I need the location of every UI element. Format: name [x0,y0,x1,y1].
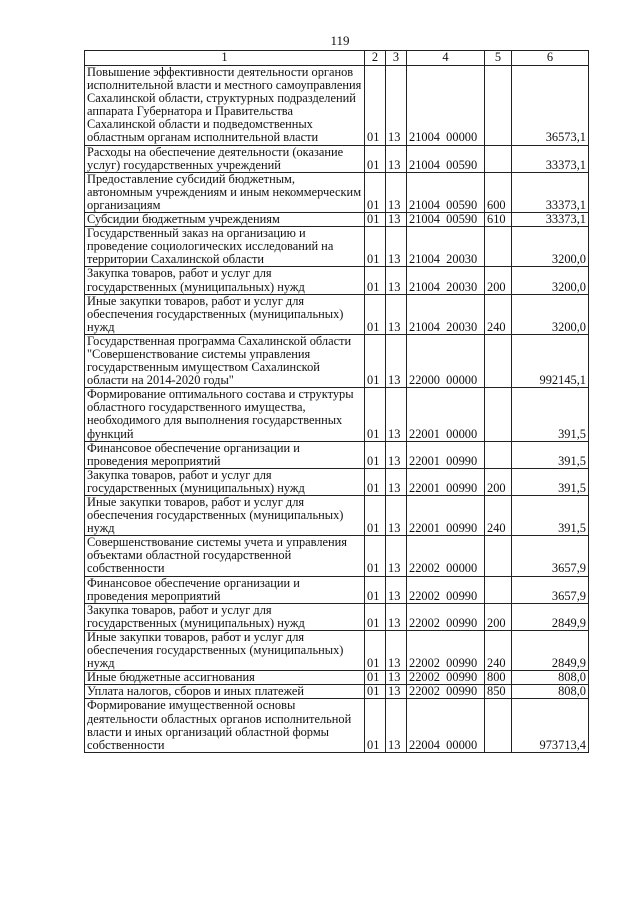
section-code-cell: 01 [365,671,386,685]
section-code-cell: 01 [365,172,386,212]
expense-type-cell [485,145,512,172]
target-article-cell: 22001 00990 [407,441,485,468]
expense-type-cell: 610 [485,213,512,227]
row-name-cell: Совершенствование системы учета и управления объектами областной государственной собственности [85,536,365,576]
table-row [85,213,589,227]
amount-cell: 3657,9 [512,536,589,576]
table-row [85,172,589,212]
target-article-cell: 21004 00590 [407,145,485,172]
row-name-cell: Государственный заказ на организацию и проведение социологических исследований на территории Сахалинской области [85,227,365,267]
expense-type-cell [485,66,512,146]
row-name-cell: Уплата налогов, сборов и иных платежей [85,685,365,699]
expense-type-cell [485,334,512,387]
target-article-cell: 22004 00000 [407,699,485,752]
header-col-1: 1 [85,51,365,66]
subsection-code-cell: 13 [386,388,407,441]
row-name-cell: Повышение эффективности деятельности органов исполнительной власти и местного самоуправления Сахалинской области, структурных подразделений аппарата Губернатора и Правительства Сахалинской области и подведомственных областным органам исполнительной власти [85,66,365,146]
header-col-2: 2 [365,51,386,66]
amount-cell: 808,0 [512,671,589,685]
amount-cell: 3200,0 [512,294,589,334]
amount-cell: 3200,0 [512,267,589,294]
row-name-cell: Иные закупки товаров, работ и услуг для обеспечения государственных (муниципальных) нужд [85,630,365,670]
expense-type-cell [485,699,512,752]
section-code-cell: 01 [365,227,386,267]
budget-table [84,50,589,753]
amount-cell: 3200,0 [512,227,589,267]
expense-type-cell [485,388,512,441]
row-name-cell: Закупка товаров, работ и услуг для государственных (муниципальных) нужд [85,267,365,294]
target-article-cell: 21004 20030 [407,294,485,334]
table-row [85,630,589,670]
target-article-cell: 22001 00990 [407,496,485,536]
section-code-cell: 01 [365,536,386,576]
expense-type-cell: 240 [485,630,512,670]
target-article-cell: 22002 00990 [407,576,485,603]
subsection-code-cell: 13 [386,699,407,752]
subsection-code-cell: 13 [386,145,407,172]
row-name-cell: Расходы на обеспечение деятельности (оказание услуг) государственных учреждений [85,145,365,172]
expense-type-cell [485,441,512,468]
expense-type-cell [485,576,512,603]
row-name-cell: Предоставление субсидий бюджетным, автономным учреждениям и иным некоммерческим организациям [85,172,365,212]
table-row [85,267,589,294]
row-name-cell: Закупка товаров, работ и услуг для государственных (муниципальных) нужд [85,603,365,630]
subsection-code-cell: 13 [386,227,407,267]
target-article-cell: 22000 00000 [407,334,485,387]
section-code-cell: 01 [365,66,386,146]
expense-type-cell: 200 [485,267,512,294]
table-row [85,685,589,699]
expense-type-cell: 240 [485,496,512,536]
table-row [85,145,589,172]
subsection-code-cell: 13 [386,671,407,685]
row-name-cell: Финансовое обеспечение организации и проведения мероприятий [85,441,365,468]
row-name-cell: Формирование оптимального состава и структуры областного государственного имущества, необходимого для выполнения государственных функций [85,388,365,441]
header-col-4: 4 [407,51,485,66]
row-name-cell: Финансовое обеспечение организации и проведения мероприятий [85,576,365,603]
row-name-cell: Закупка товаров, работ и услуг для государственных (муниципальных) нужд [85,468,365,495]
target-article-cell: 22002 00990 [407,671,485,685]
section-code-cell: 01 [365,334,386,387]
section-code-cell: 01 [365,267,386,294]
table-row [85,66,589,146]
table-row [85,468,589,495]
amount-cell: 808,0 [512,685,589,699]
subsection-code-cell: 13 [386,630,407,670]
amount-cell: 33373,1 [512,145,589,172]
table-row [85,671,589,685]
subsection-code-cell: 13 [386,441,407,468]
expense-type-cell: 850 [485,685,512,699]
amount-cell: 391,5 [512,468,589,495]
subsection-code-cell: 13 [386,536,407,576]
section-code-cell: 01 [365,630,386,670]
header-col-3: 3 [386,51,407,66]
expense-type-cell: 800 [485,671,512,685]
section-code-cell: 01 [365,576,386,603]
target-article-cell: 21004 00590 [407,213,485,227]
subsection-code-cell: 13 [386,685,407,699]
section-code-cell: 01 [365,603,386,630]
row-name-cell: Субсидии бюджетным учреждениям [85,213,365,227]
target-article-cell: 22002 00000 [407,536,485,576]
expense-type-cell [485,536,512,576]
table-row [85,699,589,752]
table-row [85,388,589,441]
amount-cell: 33373,1 [512,213,589,227]
subsection-code-cell: 13 [386,576,407,603]
target-article-cell: 22002 00990 [407,685,485,699]
section-code-cell: 01 [365,468,386,495]
subsection-code-cell: 13 [386,172,407,212]
table-row [85,536,589,576]
amount-cell: 36573,1 [512,66,589,146]
page-number: 119 [330,33,350,48]
amount-cell: 2849,9 [512,630,589,670]
section-code-cell: 01 [365,441,386,468]
target-article-cell: 22002 00990 [407,603,485,630]
expense-type-cell: 200 [485,468,512,495]
expense-type-cell [485,227,512,267]
target-article-cell: 22001 00990 [407,468,485,495]
table-row [85,576,589,603]
subsection-code-cell: 13 [386,267,407,294]
amount-cell: 391,5 [512,441,589,468]
section-code-cell: 01 [365,145,386,172]
amount-cell: 992145,1 [512,334,589,387]
subsection-code-cell: 13 [386,334,407,387]
subsection-code-cell: 13 [386,603,407,630]
table-row [85,227,589,267]
amount-cell: 3657,9 [512,576,589,603]
section-code-cell: 01 [365,213,386,227]
subsection-code-cell: 13 [386,496,407,536]
target-article-cell: 21004 20030 [407,227,485,267]
section-code-cell: 01 [365,685,386,699]
expense-type-cell: 240 [485,294,512,334]
target-article-cell: 22002 00990 [407,630,485,670]
table-row [85,496,589,536]
section-code-cell: 01 [365,294,386,334]
target-article-cell: 21004 20030 [407,267,485,294]
row-name-cell: Формирование имущественной основы деятельности областных органов исполнительной власти и иных организаций областной формы собственности [85,699,365,752]
amount-cell: 973713,4 [512,699,589,752]
header-col-5: 5 [485,51,512,66]
section-code-cell: 01 [365,496,386,536]
amount-cell: 33373,1 [512,172,589,212]
row-name-cell: Иные закупки товаров, работ и услуг для обеспечения государственных (муниципальных) нужд [85,294,365,334]
target-article-cell: 21004 00000 [407,66,485,146]
subsection-code-cell: 13 [386,294,407,334]
row-name-cell: Иные закупки товаров, работ и услуг для обеспечения государственных (муниципальных) нужд [85,496,365,536]
header-col-6: 6 [512,51,589,66]
section-code-cell: 01 [365,699,386,752]
section-code-cell: 01 [365,388,386,441]
table-row [85,603,589,630]
target-article-cell: 21004 00590 [407,172,485,212]
amount-cell: 391,5 [512,496,589,536]
table-header-row [85,51,589,66]
expense-type-cell: 200 [485,603,512,630]
subsection-code-cell: 13 [386,468,407,495]
amount-cell: 2849,9 [512,603,589,630]
table-row [85,294,589,334]
table-row [85,441,589,468]
row-name-cell: Государственная программа Сахалинской области "Совершенствование системы управления государственным имуществом Сахалинской области на 2014-2020 годы" [85,334,365,387]
amount-cell: 391,5 [512,388,589,441]
target-article-cell: 22001 00000 [407,388,485,441]
subsection-code-cell: 13 [386,213,407,227]
subsection-code-cell: 13 [386,66,407,146]
table-row [85,334,589,387]
row-name-cell: Иные бюджетные ассигнования [85,671,365,685]
expense-type-cell: 600 [485,172,512,212]
